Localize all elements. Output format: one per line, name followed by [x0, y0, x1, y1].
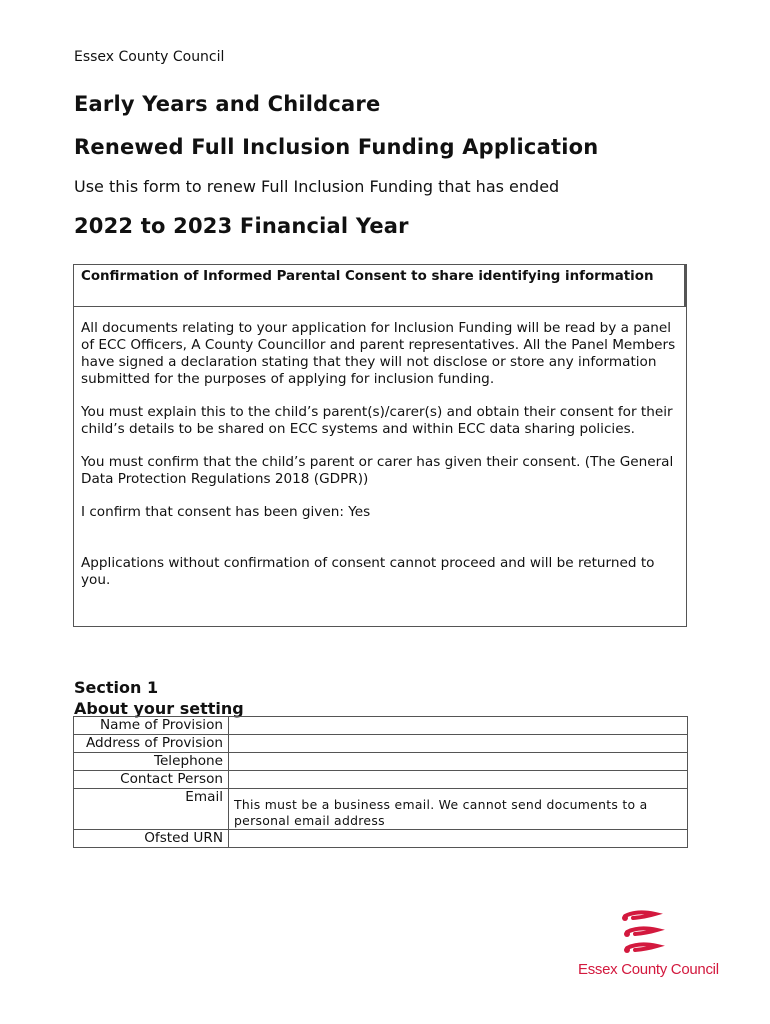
ofsted-urn-field[interactable]: [229, 830, 688, 848]
table-row: [74, 717, 688, 735]
title-early-years: Early Years and Childcare: [74, 92, 381, 116]
table-row: [74, 753, 688, 771]
footer-logo-text: Essex County Council: [578, 961, 719, 978]
table-row: [74, 789, 688, 830]
header-org: Essex County Council: [74, 49, 225, 65]
telephone-field[interactable]: [229, 753, 688, 771]
table-row: [74, 771, 688, 789]
form-subtitle: Use this form to renew Full Inclusion Funding that has ended: [74, 177, 560, 196]
consent-para-confirm: You must confirm that the child’s parent or carer has given their consent. (The General Data Protection Regulations 2018 (GDPR)): [81, 454, 674, 487]
section-1-subtitle: About your setting: [74, 699, 244, 718]
email-label: Email: [74, 789, 229, 830]
contact-person-field[interactable]: [229, 771, 688, 789]
table-row: [74, 735, 688, 753]
consent-para-panel: All documents relating to your application for Inclusion Funding will be read by a panel of ECC Officers, A County Councillor and parent representatives. All the Panel Members have signed a declaration stating that they will not disclose or store any information submitted for the purposes of applying for inclusion funding.: [81, 320, 676, 387]
email-field[interactable]: [229, 789, 688, 830]
consent-confirmation: I confirm that consent has been given: Yes: [81, 504, 371, 520]
financial-year-title: 2022 to 2023 Financial Year: [74, 214, 409, 238]
address-field[interactable]: [229, 735, 688, 753]
consent-body: [74, 307, 686, 589]
address-label: Address of Provision: [74, 735, 229, 753]
title-application: Renewed Full Inclusion Funding Application: [74, 135, 599, 159]
consent-box: [73, 264, 687, 627]
name-of-provision-field[interactable]: [229, 717, 688, 735]
section-1-heading: [74, 677, 244, 719]
telephone-label: Telephone: [74, 753, 229, 771]
name-of-provision-label: Name of Provision: [74, 717, 229, 735]
ofsted-urn-label: Ofsted URN: [74, 830, 229, 848]
contact-person-label: Contact Person: [74, 771, 229, 789]
section-1-title: Section 1: [74, 678, 159, 697]
consent-warning: Applications without confirmation of consent cannot proceed and will be returned to you.: [81, 555, 655, 588]
setting-table: [73, 716, 688, 848]
email-note: This must be a business email. We cannot send documents to a personal email address: [234, 797, 648, 828]
consent-heading: Confirmation of Informed Parental Consent to share identifying information: [74, 265, 686, 307]
consent-para-explain: You must explain this to the child’s parent(s)/carer(s) and obtain their consent for their child’s details to be shared on ECC systems and within ECC data sharing policies.: [81, 404, 673, 437]
table-row: [74, 830, 688, 848]
